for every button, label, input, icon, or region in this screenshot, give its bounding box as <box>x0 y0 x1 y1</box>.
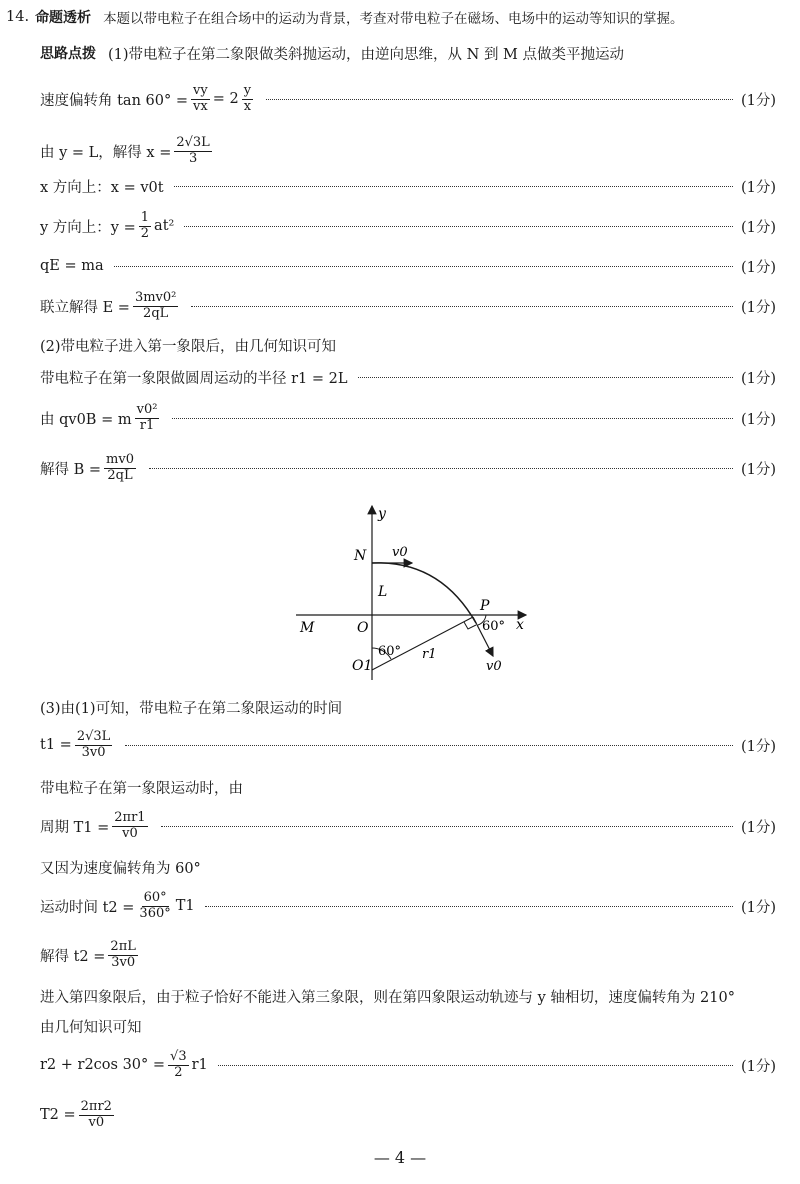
line-13 <box>40 772 776 802</box>
page-number: — 4 — <box>373 1148 427 1167</box>
line-text: 带电粒子在第一象限做圆周运动的半径 r1 = 2L <box>40 370 348 387</box>
line-4 <box>40 211 776 241</box>
trajectory-diagram <box>290 498 540 688</box>
label-v0-bottom: v0 <box>486 659 502 674</box>
dot-leader <box>125 745 733 746</box>
score-mark: (1分) <box>740 461 776 478</box>
line-20 <box>40 1050 776 1080</box>
line-text: 由 qv0B = m <box>40 411 132 428</box>
line-text: 由 y = L，解得 x = <box>40 144 172 161</box>
line-text: 解得 t2 = <box>40 948 106 965</box>
line-6 <box>40 291 776 321</box>
line-text: at² <box>154 218 175 234</box>
right-angle-mark <box>464 622 476 629</box>
line-text: = 2 <box>212 91 239 107</box>
line-text: (3)由(1)可知，带电粒子在第二象限运动的时间 <box>40 700 343 717</box>
fraction: $\frac{2\pi L}{3v0}$ <box>110 939 136 970</box>
question-number: 14. <box>6 9 30 25</box>
line-17 <box>40 940 776 970</box>
line-text: 速度偏转角 tan 60° = <box>40 92 188 109</box>
label-angle-p: 60° <box>482 619 506 634</box>
line-text: qE = ma <box>40 258 104 274</box>
score-mark: (1分) <box>740 1058 776 1075</box>
line-text: 周期 T1 = <box>40 819 110 836</box>
fraction: $\frac{√3}{2}$ <box>170 1049 187 1080</box>
line-12 <box>40 730 776 760</box>
line-15 <box>40 852 776 882</box>
line-21 <box>40 1100 776 1130</box>
line-10 <box>40 453 776 483</box>
fraction: $\frac{2√3L}{3v0}$ <box>76 729 111 760</box>
score-mark: (1分) <box>740 219 776 236</box>
line-3 <box>40 171 776 201</box>
header-line <box>6 2 776 32</box>
label-angle-o1: 60° <box>378 644 402 659</box>
fraction: $\frac{60^\circ}{360^\circ}$ <box>139 890 171 921</box>
fraction: $\frac{\text{3mv0²}}{2qL}$ <box>134 290 177 321</box>
label-P: P <box>480 598 490 614</box>
line-text: 运动时间 t2 = <box>40 899 135 916</box>
fraction: $\frac{vy}{vx}$ <box>193 83 208 114</box>
dot-leader <box>358 377 733 378</box>
label-y: y <box>378 506 386 522</box>
line-text: (1)带电粒子在第二象限做类斜抛运动，由逆向思维，从 N 到 M 点做类平抛运动 <box>108 46 625 63</box>
line-5 <box>40 251 776 281</box>
label-x: x <box>516 617 524 633</box>
line-0 <box>40 38 776 68</box>
label-r1: r1 <box>422 647 437 662</box>
fraction: $\frac{2√3L}{3}$ <box>176 135 210 166</box>
line-19 <box>40 1011 776 1041</box>
line-1 <box>40 84 776 114</box>
line-text: (2)带电粒子进入第一象限后，由几何知识可知 <box>40 338 337 355</box>
dot-leader <box>218 1065 733 1066</box>
line-text: 解得 B = <box>40 461 102 478</box>
line-text: 又因为速度偏转角为 60° <box>40 860 201 877</box>
label-v0-top: v0 <box>392 545 408 560</box>
score-mark: (1分) <box>740 411 776 428</box>
dot-leader <box>191 306 733 307</box>
fraction: $\frac{2\pi r1}{v0}$ <box>114 810 146 841</box>
header-tag: 命题透析 <box>35 10 92 26</box>
label-O1: O1 <box>352 658 373 674</box>
fraction: $\frac{y}{x}$ <box>243 83 252 114</box>
line-14 <box>40 811 776 841</box>
line-text: 进入第四象限后，由于粒子恰好不能进入第三象限，则在第四象限运动轨迹与 y 轴相切，速度偏转角为 210° <box>40 989 735 1006</box>
label-L: L <box>378 584 388 600</box>
line-text: x 方向上：x = v0t <box>40 179 164 196</box>
line-18 <box>40 981 776 1011</box>
line-text: y 方向上：y = <box>40 219 136 236</box>
line-11 <box>40 692 776 722</box>
line-text: T2 = <box>40 1107 76 1123</box>
score-mark: (1分) <box>740 259 776 276</box>
fraction: $\frac{mv0}{2qL}$ <box>106 452 134 483</box>
arc-trajectory <box>372 563 476 623</box>
dot-leader <box>174 186 733 187</box>
score-mark: (1分) <box>740 299 776 316</box>
dot-leader <box>149 468 733 469</box>
header-text: 本题以带电粒子在组合场中的运动为背景，考查对带电粒子在磁场、电场中的运动等知识的掌握。 <box>103 11 684 27</box>
dot-leader <box>266 99 733 100</box>
line-16 <box>40 891 776 921</box>
line-text: 由几何知识可知 <box>40 1019 142 1036</box>
line-tag: 思路点拨 <box>40 46 96 62</box>
label-O: O <box>357 620 369 636</box>
dot-leader <box>184 226 733 227</box>
line-text: t1 = <box>40 737 72 753</box>
score-mark: (1分) <box>740 92 776 109</box>
line-8 <box>40 362 776 392</box>
line-text: 联立解得 E = <box>40 299 130 316</box>
line-text: r1 <box>191 1057 208 1073</box>
fraction: $\frac{\text{v0²}}{r1}$ <box>136 402 158 433</box>
line-text: T1 <box>175 898 195 914</box>
dot-leader <box>172 418 733 419</box>
dot-leader <box>161 826 733 827</box>
line-7 <box>40 330 776 360</box>
score-mark: (1分) <box>740 819 776 836</box>
line-9 <box>40 403 776 433</box>
fraction: $\frac{2\pi r2}{v0}$ <box>80 1099 112 1130</box>
label-N: N <box>354 548 367 564</box>
line-2 <box>40 136 776 166</box>
dot-leader <box>205 906 733 907</box>
score-mark: (1分) <box>740 738 776 755</box>
score-mark: (1分) <box>740 179 776 196</box>
score-mark: (1分) <box>740 370 776 387</box>
line-text: r2 + r2cos 30° = <box>40 1057 166 1073</box>
label-M: M <box>300 620 315 636</box>
line-text: 带电粒子在第一象限运动时，由 <box>40 780 243 797</box>
score-mark: (1分) <box>740 899 776 916</box>
fraction: $\frac{1}{2}$ <box>140 210 150 241</box>
dot-leader <box>114 266 733 267</box>
